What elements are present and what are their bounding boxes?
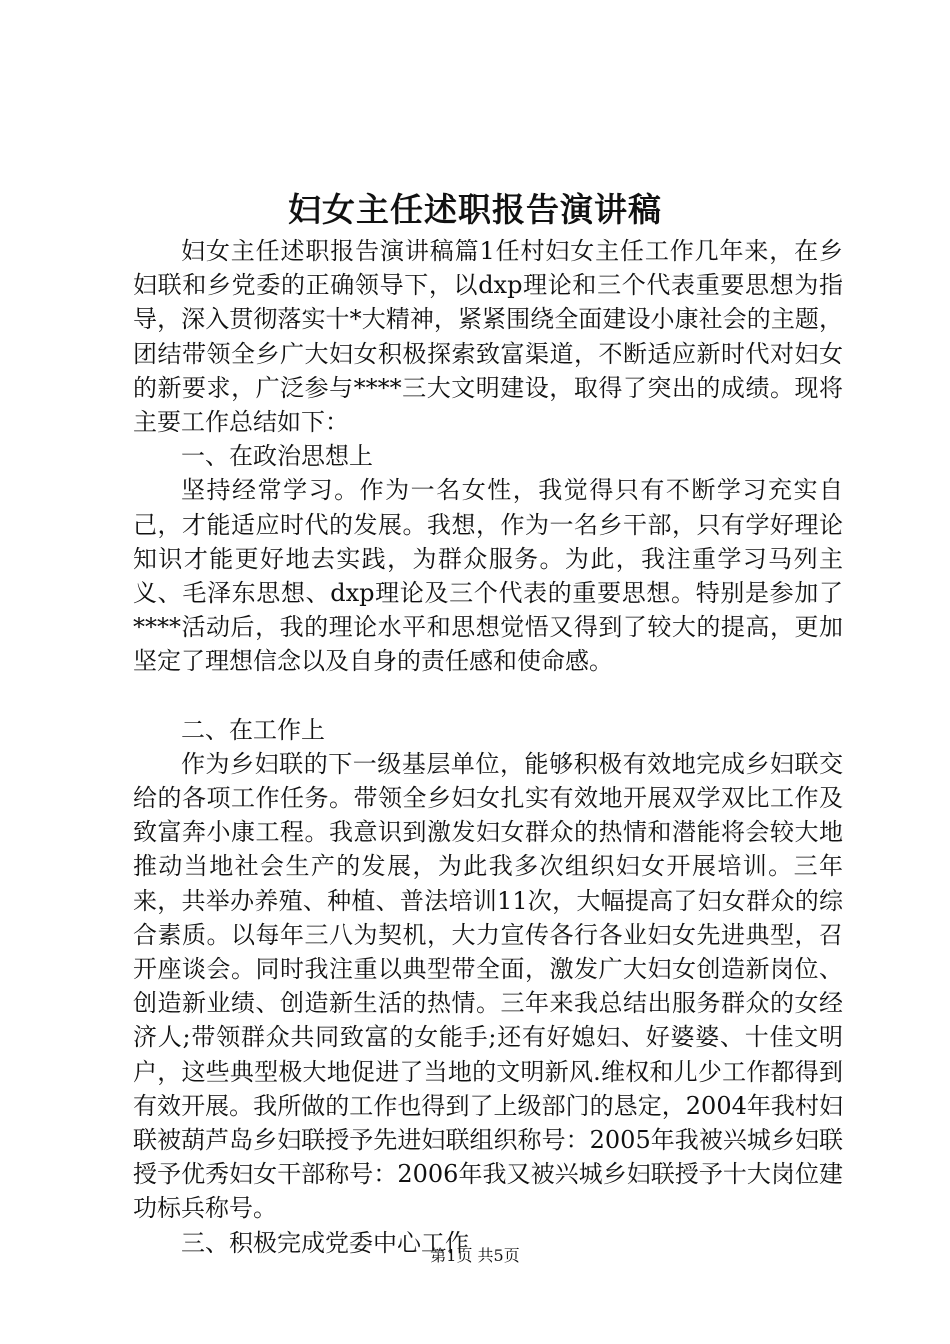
document-title: 妇女主任述职报告演讲稿 <box>288 190 662 229</box>
document-body <box>133 234 843 1260</box>
paragraph-intro: 妇女主任述职报告演讲稿篇1任村妇女主任工作几年来，在乡妇联和乡党委的正确领导下，以dxp理论和三个代表重要思想为指导，深入贯彻落实十*大精神，紧紧围绕全面建设小康社会的主题，团结带领全乡广大妇女积极探索致富渠道，不断适应新时代对妇女的新要求，广泛参与****三大文明建设，取得了突出的成绩。现将主要工作总结如下： <box>133 237 843 437</box>
section-heading-1: 一、在政治思想上 <box>181 442 373 471</box>
section-heading-2: 二、在工作上 <box>181 715 325 744</box>
paragraph-section-2: 作为乡妇联的下一级基层单位，能够积极有效地完成乡妇联交给的各项工作任务。带领全乡妇女扎实有效地开展双学双比工作及致富奔小康工程。我意识到激发妇女群众的热情和潜能将会较大地推动当地社会生产的发展，为此我多次组织妇女开展培训。三年来，共举办养殖、种植、普法培训11次，大幅提高了妇女群众的综合素质。以每年三八为契机，大力宣传各行各业妇女先进典型，召开座谈会。同时我注重以典型带全面，激发广大妇女创造新岗位、创造新业绩、创造新生活的热情。三年来我总结出服务群众的女经济人;带领群众共同致富的女能手;还有好媳妇、好婆婆、十佳文明户，这些典型极大地促进了当地的文明新风.维权和儿少工作都得到有效开展。我所做的工作也得到了上级部门的恳定，2004年我村妇联被葫芦岛乡妇联授予先进妇联组织称号：2005年我被兴城乡妇联授予优秀妇女干部称号：2006年我又被兴城乡妇联授予十大岗位建功标兵称号。 <box>133 749 843 1223</box>
paragraph-section-1: 坚持经常学习。作为一名女性，我觉得只有不断学习充实自己，才能适应时代的发展。我想，作为一名乡干部，只有学好理论知识才能更好地去实践，为群众服务。为此，我注重学习马列主义、毛泽东思想、dxp理论及三个代表的重要思想。特别是参加了****活动后，我的理论水平和思想觉悟又得到了较大的提高，更加坚定了理想信念以及自身的责任感和使命感。 <box>133 476 843 676</box>
section-heading-3: 三、积极完成党委中心工作 <box>181 1228 469 1257</box>
page-number-footer: 第1页 共5页 <box>430 1246 520 1265</box>
